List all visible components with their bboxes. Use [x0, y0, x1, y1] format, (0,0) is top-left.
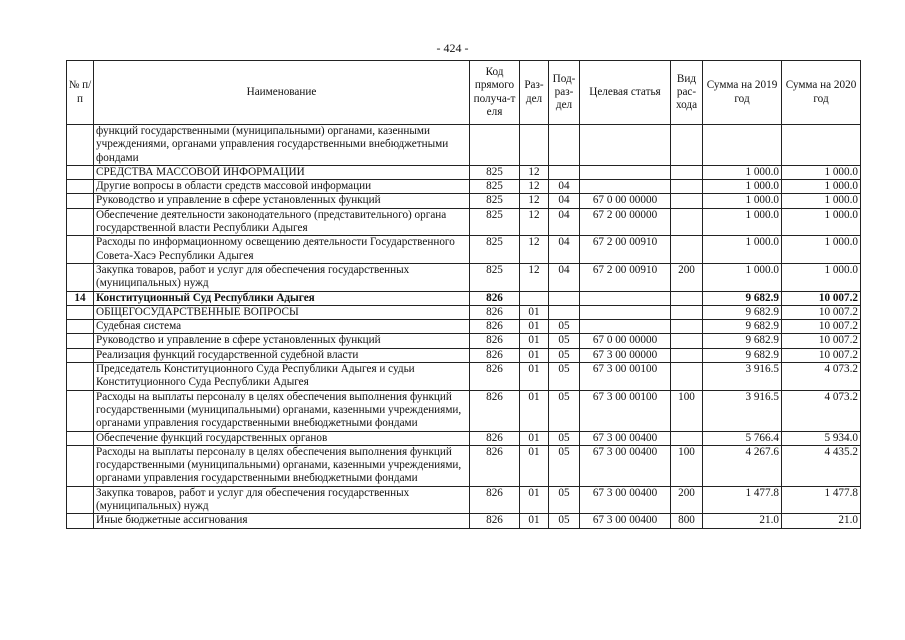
cell-sum2020: 1 000.0	[782, 208, 861, 236]
cell-sum2019: 4 267.6	[703, 445, 782, 486]
budget-table	[66, 60, 861, 529]
cell-razdel	[520, 291, 549, 305]
cell-num	[67, 486, 94, 514]
cell-podrazdel: 04	[549, 208, 580, 236]
table-row	[67, 194, 861, 208]
cell-celevaya: 67 2 00 00000	[580, 208, 671, 236]
page-number: - 424 -	[436, 41, 469, 55]
cell-num	[67, 334, 94, 348]
cell-name: Расходы на выплаты персоналу в целях обеспечения выполнения функций государственными (муниципальными) органами, казенными учреждениями, органами управления государственными внебюджетными фондами	[94, 390, 470, 431]
cell-razdel: 01	[520, 363, 549, 391]
cell-podrazdel: 05	[549, 320, 580, 334]
cell-name: Иные бюджетные ассигнования	[94, 514, 470, 528]
table-row	[67, 291, 861, 305]
cell-sum2020: 4 073.2	[782, 390, 861, 431]
cell-vid: 800	[671, 514, 703, 528]
cell-sum2020: 10 007.2	[782, 305, 861, 319]
cell-vid: 200	[671, 263, 703, 291]
header-name: Наименование	[94, 61, 470, 125]
cell-num	[67, 208, 94, 236]
cell-sum2019: 1 000.0	[703, 194, 782, 208]
cell-vid	[671, 125, 703, 166]
cell-kod: 825	[470, 165, 520, 179]
cell-sum2019: 9 682.9	[703, 305, 782, 319]
cell-celevaya: 67 3 00 00100	[580, 363, 671, 391]
table-row	[67, 236, 861, 264]
cell-name: Судебная система	[94, 320, 470, 334]
cell-sum2020: 1 000.0	[782, 263, 861, 291]
cell-sum2019: 9 682.9	[703, 291, 782, 305]
cell-vid: 100	[671, 445, 703, 486]
cell-kod: 825	[470, 208, 520, 236]
cell-num	[67, 236, 94, 264]
cell-razdel: 01	[520, 445, 549, 486]
cell-razdel	[520, 125, 549, 166]
cell-num	[67, 320, 94, 334]
cell-celevaya: 67 0 00 00000	[580, 334, 671, 348]
cell-num	[67, 363, 94, 391]
cell-sum2019: 1 000.0	[703, 263, 782, 291]
cell-sum2020: 1 000.0	[782, 236, 861, 264]
table-row	[67, 486, 861, 514]
cell-podrazdel: 04	[549, 194, 580, 208]
table-row	[67, 363, 861, 391]
cell-podrazdel	[549, 165, 580, 179]
cell-kod: 825	[470, 263, 520, 291]
cell-num: 14	[67, 291, 94, 305]
cell-vid	[671, 320, 703, 334]
cell-num	[67, 348, 94, 362]
cell-name: функций государственными (муниципальными) органами, казенными учреждениями, органами управления государственными внебюджетными фондами	[94, 125, 470, 166]
cell-celevaya	[580, 180, 671, 194]
cell-podrazdel: 05	[549, 431, 580, 445]
cell-num	[67, 514, 94, 528]
cell-name: Закупка товаров, работ и услуг для обеспечения государственных (муниципальных) нужд	[94, 486, 470, 514]
cell-razdel: 01	[520, 390, 549, 431]
cell-kod: 826	[470, 320, 520, 334]
cell-sum2020: 1 000.0	[782, 180, 861, 194]
cell-podrazdel: 05	[549, 445, 580, 486]
cell-kod: 826	[470, 291, 520, 305]
cell-kod: 826	[470, 514, 520, 528]
table-row	[67, 263, 861, 291]
cell-kod	[470, 125, 520, 166]
table-row	[67, 125, 861, 166]
cell-sum2020: 21.0	[782, 514, 861, 528]
cell-num	[67, 180, 94, 194]
cell-kod: 826	[470, 348, 520, 362]
cell-sum2019: 3 916.5	[703, 363, 782, 391]
cell-vid	[671, 363, 703, 391]
cell-kod: 826	[470, 431, 520, 445]
cell-kod: 826	[470, 390, 520, 431]
cell-sum2020: 4 073.2	[782, 363, 861, 391]
cell-name: Конституционный Суд Республики Адыгея	[94, 291, 470, 305]
cell-celevaya: 67 3 00 00100	[580, 390, 671, 431]
cell-kod: 826	[470, 305, 520, 319]
cell-sum2019: 5 766.4	[703, 431, 782, 445]
table-row	[67, 180, 861, 194]
table-row	[67, 334, 861, 348]
cell-vid	[671, 291, 703, 305]
header-razdel: Раз- дел	[520, 61, 549, 125]
cell-celevaya: 67 3 00 00400	[580, 445, 671, 486]
cell-razdel: 12	[520, 208, 549, 236]
cell-podrazdel	[549, 125, 580, 166]
header-sum2019: Сумма на 2019 год	[703, 61, 782, 125]
cell-podrazdel: 05	[549, 363, 580, 391]
cell-sum2019: 9 682.9	[703, 320, 782, 334]
cell-name: Руководство и управление в сфере установленных функций	[94, 194, 470, 208]
table-row	[67, 445, 861, 486]
cell-name: Другие вопросы в области средств массовой информации	[94, 180, 470, 194]
cell-sum2020: 10 007.2	[782, 348, 861, 362]
cell-kod: 826	[470, 445, 520, 486]
cell-vid	[671, 236, 703, 264]
cell-celevaya	[580, 125, 671, 166]
cell-celevaya	[580, 291, 671, 305]
cell-sum2020	[782, 125, 861, 166]
cell-kod: 825	[470, 180, 520, 194]
cell-razdel: 01	[520, 486, 549, 514]
table-row	[67, 320, 861, 334]
header-num: № п/п	[67, 61, 94, 125]
cell-name: Расходы по информационному освещению деятельности Государственного Совета-Хасэ Республики Адыгея	[94, 236, 470, 264]
cell-vid	[671, 305, 703, 319]
cell-razdel: 12	[520, 194, 549, 208]
table-row	[67, 431, 861, 445]
table-row	[67, 165, 861, 179]
cell-celevaya: 67 3 00 00000	[580, 348, 671, 362]
cell-vid: 100	[671, 390, 703, 431]
cell-celevaya: 67 0 00 00000	[580, 194, 671, 208]
cell-name: ОБЩЕГОСУДАРСТВЕННЫЕ ВОПРОСЫ	[94, 305, 470, 319]
cell-name: Реализация функций государственной судебной власти	[94, 348, 470, 362]
cell-sum2019: 9 682.9	[703, 334, 782, 348]
cell-celevaya	[580, 165, 671, 179]
cell-vid: 200	[671, 486, 703, 514]
cell-kod: 826	[470, 363, 520, 391]
table-row	[67, 348, 861, 362]
cell-name: СРЕДСТВА МАССОВОЙ ИНФОРМАЦИИ	[94, 165, 470, 179]
cell-sum2019: 21.0	[703, 514, 782, 528]
header-podrazdel: Под- раз- дел	[549, 61, 580, 125]
cell-razdel: 12	[520, 236, 549, 264]
cell-razdel: 12	[520, 165, 549, 179]
table-row	[67, 305, 861, 319]
cell-vid	[671, 348, 703, 362]
cell-num	[67, 445, 94, 486]
cell-razdel: 01	[520, 305, 549, 319]
cell-name: Председатель Конституционного Суда Республики Адыгея и судьи Конституционного Суда Республики Адыгея	[94, 363, 470, 391]
cell-celevaya	[580, 305, 671, 319]
cell-num	[67, 390, 94, 431]
cell-sum2019: 1 000.0	[703, 165, 782, 179]
cell-num	[67, 305, 94, 319]
cell-sum2019: 9 682.9	[703, 348, 782, 362]
cell-vid	[671, 180, 703, 194]
cell-kod: 826	[470, 486, 520, 514]
cell-sum2019: 1 000.0	[703, 208, 782, 236]
cell-num	[67, 263, 94, 291]
cell-sum2019: 1 477.8	[703, 486, 782, 514]
cell-podrazdel: 05	[549, 348, 580, 362]
cell-celevaya: 67 3 00 00400	[580, 514, 671, 528]
cell-vid	[671, 165, 703, 179]
cell-razdel: 01	[520, 320, 549, 334]
cell-razdel: 01	[520, 431, 549, 445]
cell-podrazdel: 04	[549, 180, 580, 194]
table-row	[67, 514, 861, 528]
cell-celevaya: 67 2 00 00910	[580, 236, 671, 264]
header-sum2020: Сумма на 2020 год	[782, 61, 861, 125]
cell-sum2019: 1 000.0	[703, 180, 782, 194]
cell-vid	[671, 208, 703, 236]
cell-kod: 825	[470, 236, 520, 264]
cell-sum2020: 1 000.0	[782, 194, 861, 208]
cell-num	[67, 125, 94, 166]
cell-num	[67, 165, 94, 179]
cell-sum2020: 5 934.0	[782, 431, 861, 445]
cell-celevaya	[580, 320, 671, 334]
cell-vid	[671, 431, 703, 445]
cell-sum2020: 1 000.0	[782, 165, 861, 179]
cell-razdel: 01	[520, 348, 549, 362]
cell-podrazdel: 05	[549, 486, 580, 514]
cell-podrazdel: 04	[549, 263, 580, 291]
header-kod: Код прямого получа-т еля	[470, 61, 520, 125]
cell-name: Руководство и управление в сфере установленных функций	[94, 334, 470, 348]
cell-num	[67, 194, 94, 208]
cell-podrazdel: 04	[549, 236, 580, 264]
cell-podrazdel: 05	[549, 390, 580, 431]
cell-kod: 826	[470, 334, 520, 348]
cell-podrazdel: 05	[549, 514, 580, 528]
header-vid: Вид рас- хода	[671, 61, 703, 125]
table-row	[67, 208, 861, 236]
cell-razdel: 01	[520, 334, 549, 348]
cell-sum2020: 10 007.2	[782, 334, 861, 348]
cell-podrazdel	[549, 305, 580, 319]
cell-sum2020: 10 007.2	[782, 320, 861, 334]
cell-razdel: 12	[520, 263, 549, 291]
table-body	[67, 125, 861, 529]
cell-razdel: 12	[520, 180, 549, 194]
cell-razdel: 01	[520, 514, 549, 528]
cell-name: Закупка товаров, работ и услуг для обеспечения государственных (муниципальных) нужд	[94, 263, 470, 291]
cell-sum2019: 1 000.0	[703, 236, 782, 264]
cell-sum2019: 3 916.5	[703, 390, 782, 431]
cell-kod: 825	[470, 194, 520, 208]
cell-sum2020: 10 007.2	[782, 291, 861, 305]
cell-celevaya: 67 3 00 00400	[580, 486, 671, 514]
table-row	[67, 390, 861, 431]
table-header-row	[67, 61, 861, 125]
cell-name: Обеспечение деятельности законодательного (представительного) органа государственной власти Республики Адыгея	[94, 208, 470, 236]
cell-podrazdel	[549, 291, 580, 305]
cell-vid	[671, 334, 703, 348]
header-celevaya: Целевая статья	[580, 61, 671, 125]
cell-name: Обеспечение функций государственных органов	[94, 431, 470, 445]
cell-vid	[671, 194, 703, 208]
cell-celevaya: 67 2 00 00910	[580, 263, 671, 291]
cell-sum2020: 1 477.8	[782, 486, 861, 514]
cell-name: Расходы на выплаты персоналу в целях обеспечения выполнения функций государственными (муниципальными) органами, казенными учреждениями, органами управления государственными внебюджетными фондами	[94, 445, 470, 486]
cell-sum2020: 4 435.2	[782, 445, 861, 486]
cell-num	[67, 431, 94, 445]
cell-celevaya: 67 3 00 00400	[580, 431, 671, 445]
cell-podrazdel: 05	[549, 334, 580, 348]
cell-sum2019	[703, 125, 782, 166]
